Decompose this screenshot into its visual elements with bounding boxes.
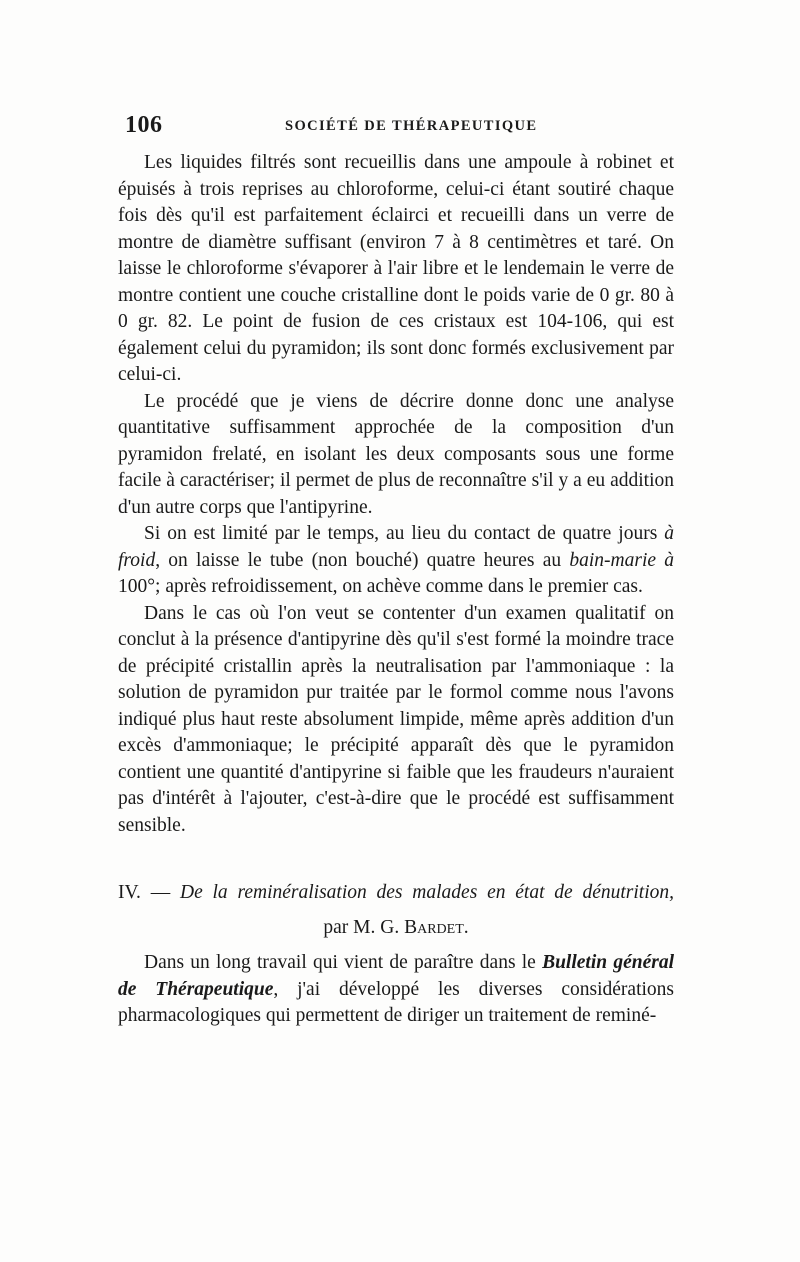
emphasis-text: bain-marie à <box>569 549 674 571</box>
paragraph-bulletin <box>118 950 674 1030</box>
section-title-line <box>118 880 674 906</box>
body-text <box>118 150 674 839</box>
section-byline <box>118 915 674 941</box>
paragraph-text: , on laisse le tube (non bouché) quatre heures au <box>155 549 570 571</box>
section-title: De la reminéralisation des malades en état de dénutrition, <box>180 882 674 903</box>
publication-title: Bulletin général de Thérapeutique <box>118 952 674 1000</box>
paragraph-procedure: Le procédé que je viens de décrire donne donc une analyse quantitative suffisamment approchée de la composition d'un pyramidon frelaté, en isolant les deux composants sous une forme facile à caractériser; il permet de plus de reconnaître s'il y a eu addition d'un autre corps que l'antipyrine. <box>118 390 674 518</box>
emphasis-text: à froid <box>118 523 674 571</box>
author-name: Bardet. <box>404 917 469 938</box>
section-body <box>118 950 674 1030</box>
paragraph-text: , j'ai développé les diverses considérations pharmacologiques qui permettent de diriger un traitement de reminé- <box>118 978 674 1026</box>
paragraph-text: Si on est limité par le temps, au lieu du contact de quatre jours <box>144 523 665 544</box>
page-number: 106 <box>125 112 163 138</box>
section-number: IV. — <box>118 882 180 903</box>
paragraph-text: Dans un long travail qui vient de paraître dans le <box>144 952 543 973</box>
running-head <box>125 112 675 142</box>
section-heading <box>118 880 674 941</box>
paragraph-filtration: Les liquides filtrés sont recueillis dans une ampoule à robinet et épuisés à trois reprises au chloroforme, celui-ci étant soutiré chaque fois dès qu'il est parfaitement éclairci et recueilli dans un verre de montre de diamètre suffisant (environ 7 à 8 centimètres et taré. On laisse le chloroforme s'évaporer à l'air libre et le lendemain le verre de montre contient une couche cristalline dont le poids varie de 0 gr. 80 à 0 gr. 82. Le point de fusion de ces cristaux est 104-106, qui est également celui du pyramidon; ils sont donc formés exclusivement par celui-ci. <box>118 152 674 385</box>
paragraph-time-limit <box>118 521 674 601</box>
paragraph-text: 100°; après refroidissement, on achève comme dans le premier cas. <box>118 576 643 597</box>
journal-title: SOCIÉTÉ DE THÉRAPEUTIQUE <box>285 118 538 134</box>
byline-prefix: par M. G. <box>323 917 405 938</box>
paragraph-qualitative: Dans le cas où l'on veut se contenter d'un examen qualitatif on conclut à la présence d'antipyrine dès qu'il s'est formé la moindre trace de précipité cristallin après la neutralisation par l'ammoniaque : la solution de pyramidon pur traitée par le formol comme nous l'avons indiqué plus haut reste absolument limpide, même après addition d'un excès d'ammoniaque; le précipité apparaît dès que le pyramidon contient une quantité d'antipyrine si faible que les fraudeurs n'auraient pas d'intérêt à l'ajouter, c'est-à-dire que le procédé est suffisamment sensible. <box>118 602 674 836</box>
